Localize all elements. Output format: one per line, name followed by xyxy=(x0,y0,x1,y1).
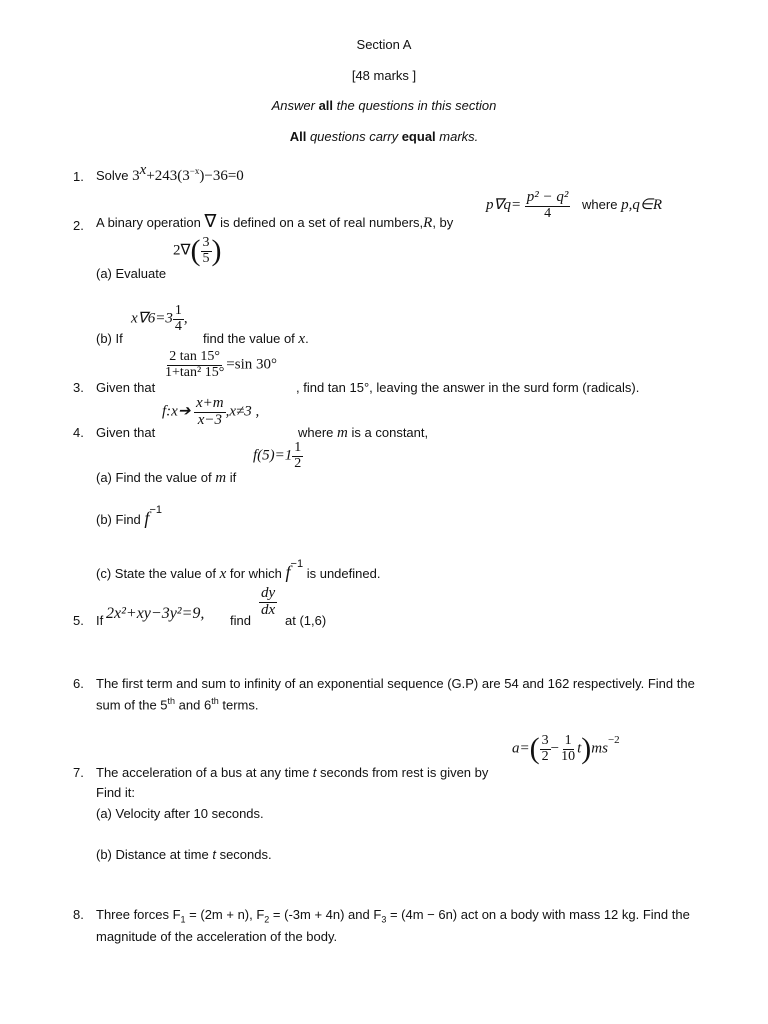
question-number: 4. xyxy=(73,425,84,440)
question-8-line-2: magnitude of the acceleration of the body. xyxy=(96,929,338,944)
question-5-if: If xyxy=(96,613,104,628)
q7-part-a: (a) Velocity after 10 seconds. xyxy=(96,806,264,821)
instruction-1: Answer all the questions in this section xyxy=(271,98,497,113)
question-5-find: find xyxy=(230,613,251,628)
derivative-dy-dx: $\frac{dy}{dx}$ xyxy=(261,585,276,618)
question-number: 7. xyxy=(73,765,84,780)
question-6-line-1: The first term and sum to infinity of an exponential sequence (G.P) are 54 and 162 respectively. Find the xyxy=(96,676,695,691)
question-1: Solve $3^x+243(3^{-x})-36=0$ xyxy=(96,162,244,184)
instruction-2: All questions carry equal marks. xyxy=(289,129,479,144)
question-8-line-1: Three forces $F_1 = (2m + n)$, $F_2 = (-3m + 4n)$ and $F_3 = (4m - 6n)$ act on a body with mass 12 kg. Find the xyxy=(96,907,690,925)
question-7-find: Find it: xyxy=(96,785,136,800)
acceleration-formula: a=( $\frac{3}{2}$ − $\frac{1}{10}$ $t)ms^{-2}$ xyxy=(512,732,620,766)
question-4-text: where m is a constant, xyxy=(298,425,429,441)
question-number: 5. xyxy=(73,613,84,628)
question-2-text: A binary operation ∇ is defined on a set of real numbers,R, by xyxy=(96,211,454,231)
q2-part-a-expr: 2∇( $\frac{3}{5}$ ) xyxy=(173,234,222,268)
question-3-label: Given that xyxy=(96,380,156,395)
question-number: 6. xyxy=(73,676,84,691)
question-2-definition: p∇q= $\frac{\text{p² − q²}}{4}$ where p,q∈R xyxy=(486,189,663,221)
q2-part-b-text: find the value of x. xyxy=(203,331,309,347)
q4-part-b-label: (b) Find $f^{-1}$ xyxy=(96,503,162,528)
section-title: Section A xyxy=(356,37,412,52)
q7-part-b: (b) Distance at time t seconds. xyxy=(96,847,272,862)
question-number: 8. xyxy=(73,907,84,922)
question-3-text: , find tan 15°, leaving the answer in the surd form (radicals). xyxy=(296,380,640,395)
question-number: 2. xyxy=(73,218,84,233)
question-7-text: The acceleration of a bus at any time t seconds from rest is given by xyxy=(96,765,489,780)
nabla-symbol: ∇ xyxy=(204,211,217,231)
q2-part-a-label: (a) Evaluate xyxy=(96,266,167,281)
question-4-label: Given that xyxy=(96,425,156,440)
question-number: 1. xyxy=(73,169,84,184)
question-5-equation: 2x²+xy−3y²=9, xyxy=(106,605,205,622)
q4-part-a-expr: f(5)=1 $\frac{1}{2}$ xyxy=(253,440,302,471)
question-number: 3. xyxy=(73,380,84,395)
question-4-function: f:x➔ $\frac{x+m}{x-3}$ ,x≠3 , xyxy=(162,395,260,428)
q4-part-c-label: (c) State the value of x for which $f^{-1}$ is undefined. xyxy=(96,557,381,582)
q2-part-b-label: (b) If xyxy=(96,331,123,346)
marks-total: [48 marks ] xyxy=(351,68,417,83)
question-6-line-2: sum of the 5th and 6th terms. xyxy=(96,696,259,713)
question-3-equation: $\frac{2 \tan 15^\circ}{\text{1+tan² 15°}}$ =sin 30° xyxy=(165,349,278,380)
q4-part-a-label: (a) Find the value of m if xyxy=(96,470,237,486)
question-5-point: at (1,6) xyxy=(285,613,327,628)
q2-part-b-expr: x∇6=3 $\frac{1}{4}$ , xyxy=(131,303,188,334)
